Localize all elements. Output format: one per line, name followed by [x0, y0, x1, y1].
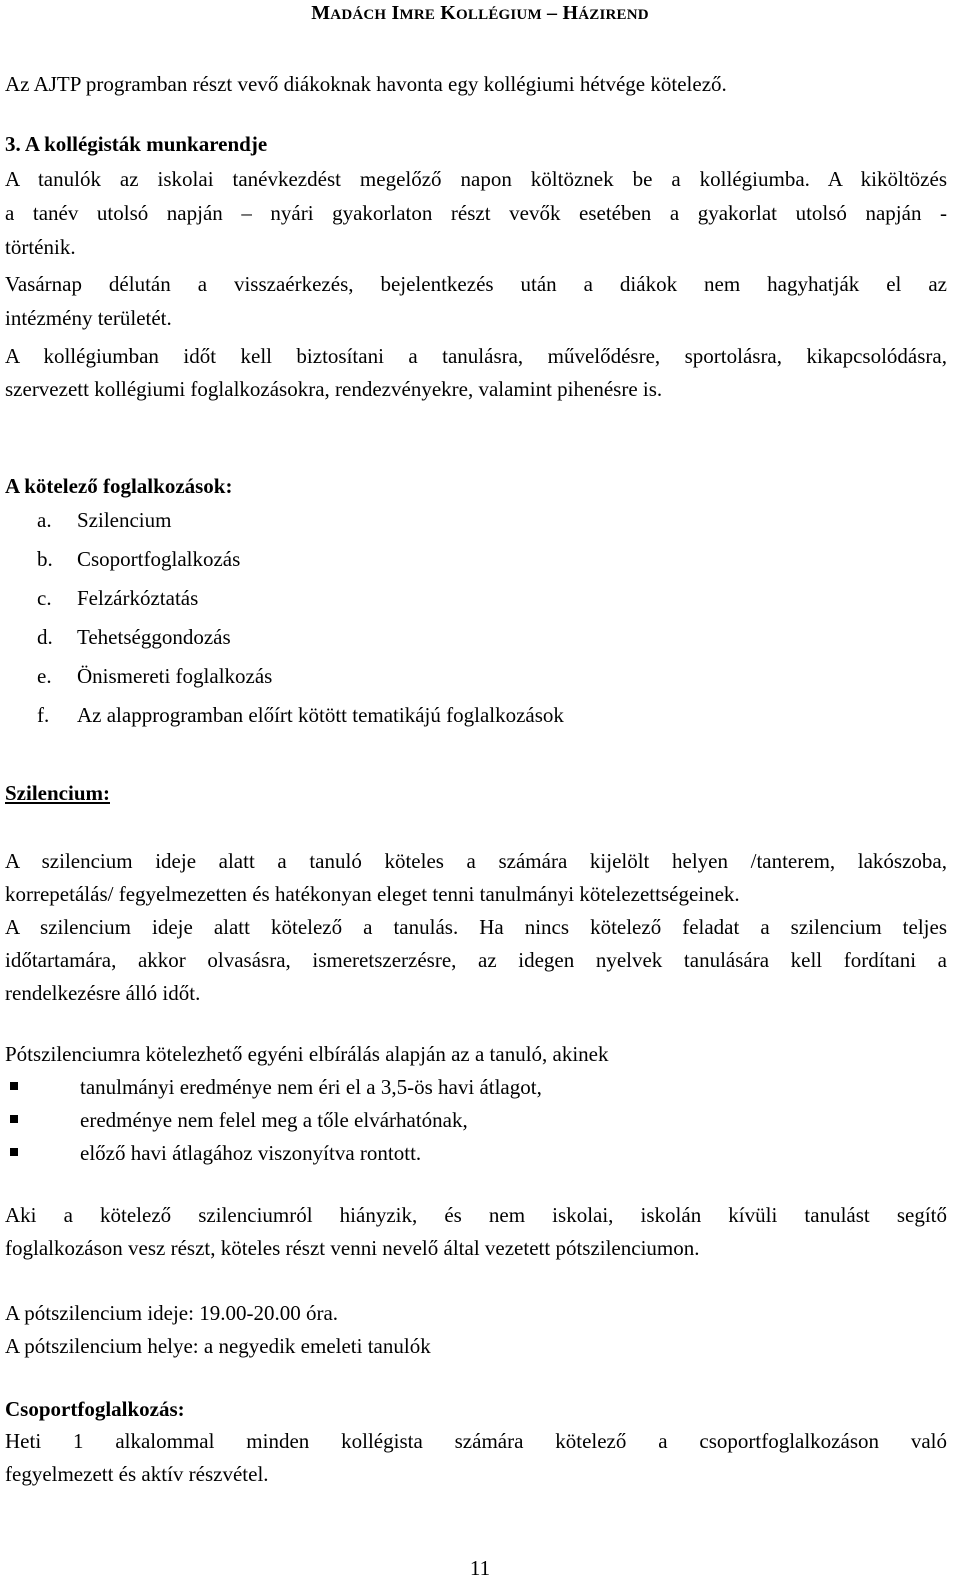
- bullet-square-icon: [10, 1148, 18, 1156]
- section-3-p2-line1: Vasárnap délután a visszaérkezés, bejelentkezés után a diákok nem hagyhatják el az: [5, 272, 947, 296]
- list-text: Önismereti foglalkozás: [77, 664, 273, 688]
- bullet-square-icon: [10, 1115, 18, 1123]
- group-p-line1: Heti 1 alkalommal minden kollégista számára kötelező a csoportfoglalkozáson való: [5, 1429, 947, 1453]
- header-word: MRE: [399, 7, 436, 23]
- bullet-square-icon: [10, 1082, 18, 1090]
- silencium-p3: Pótszilenciumra kötelezhető egyéni elbírálás alapján az a tanuló, akinek: [5, 1042, 609, 1066]
- list-text: Felzárkóztatás: [77, 586, 199, 610]
- list-marker: c.: [37, 586, 52, 610]
- bullet-item: eredménye nem felel meg a tőle elvárhatónak,: [80, 1108, 468, 1132]
- list-text: Szilencium: [77, 508, 172, 532]
- silencium-p2-line1: A szilencium ideje alatt kötelező a tanulás. Ha nincs kötelező feladat a szilencium teljes: [5, 915, 947, 939]
- page-header: [0, 2, 960, 25]
- list-text: Csoportfoglalkozás: [77, 547, 241, 571]
- silencium-p2-line2: időtartamára, akkor olvasásra, ismeretszerzésre, az idegen nyelvek tanulására kell fordítani a: [5, 948, 947, 972]
- section-3-p1-line1: A tanulók az iskolai tanévkezdést megelőző napon költöznek be a kollégiumba. A kiköltözés: [5, 167, 947, 191]
- list-marker: b.: [37, 547, 53, 571]
- list-text: Az alapprogramban előírt kötött tematikájú foglalkozások: [77, 703, 564, 727]
- header-word: OLLÉGIUM: [456, 7, 542, 23]
- header-letter: H: [562, 2, 579, 24]
- mandatory-title: A kötelező foglalkozások:: [5, 474, 233, 498]
- section-3-p3-line1: A kollégiumban időt kell biztosítani a tanulásra, művelődésre, sportolásra, kikapcsolódásra,: [5, 344, 947, 368]
- bullet-item: előző havi átlagához viszonyítva rontott.: [80, 1141, 422, 1165]
- header-word: ADÁCH: [330, 7, 387, 23]
- header-dash: –: [547, 2, 558, 24]
- page-number: 11: [469, 1556, 491, 1580]
- silencium-p4-line2: foglalkozáson vesz részt, köteles részt venni nevelő által vezetett pótszilenciumon.: [5, 1236, 700, 1260]
- list-marker: a.: [37, 508, 52, 532]
- header-letter: I: [391, 2, 400, 24]
- header-letter: M: [311, 2, 331, 24]
- section-3-p2-line2: intézmény területét.: [5, 306, 172, 330]
- ajtp-paragraph: Az AJTP programban részt vevő diákoknak havonta egy kollégiumi hétvége kötelező.: [5, 72, 727, 96]
- section-3-p3-line2: szervezett kollégiumi foglalkozásokra, rendezvényekre, valamint pihenésre is.: [5, 377, 663, 401]
- list-text: Tehetséggondozás: [77, 625, 231, 649]
- bullet-item: tanulmányi eredménye nem éri el a 3,5-ös havi átlagot,: [80, 1075, 542, 1099]
- silencium-p4-line1: Aki a kötelező szilenciumról hiányzik, és nem iskolai, iskolán kívüli tanulást segítő: [5, 1203, 947, 1227]
- group-p-line2: fegyelmezett és aktív részvétel.: [5, 1462, 269, 1486]
- header-word: ÁZIREND: [578, 7, 649, 23]
- silencium-p1-line1: A szilencium ideje alatt a tanuló köteles a számára kijelölt helyen /tanterem, lakószoba,: [5, 849, 947, 873]
- silencium-p1-line2: korrepetálás/ fegyelmezetten és hatékonyan eleget tenni tanulmányi kötelezettségeinek.: [5, 882, 740, 906]
- silencium-time: A pótszilencium ideje: 19.00-20.00 óra.: [5, 1301, 339, 1325]
- header-letter: K: [440, 2, 457, 24]
- group-title: Csoportfoglalkozás:: [5, 1397, 185, 1421]
- silencium-place: A pótszilencium helye: a negyedik emeleti tanulók: [5, 1334, 431, 1358]
- section-3-title: 3. A kollégisták munkarendje: [5, 132, 268, 156]
- section-3-p1-line2: a tanév utolsó napján – nyári gyakorlaton részt vevők esetében a gyakorlat utolsó napján -: [5, 201, 947, 225]
- list-marker: e.: [37, 664, 52, 688]
- section-3-p1-line3: történik.: [5, 235, 76, 259]
- list-marker: d.: [37, 625, 53, 649]
- silencium-p2-line3: rendelkezésre álló időt.: [5, 981, 201, 1005]
- list-marker: f.: [37, 703, 50, 727]
- silencium-title: Szilencium:: [5, 781, 110, 805]
